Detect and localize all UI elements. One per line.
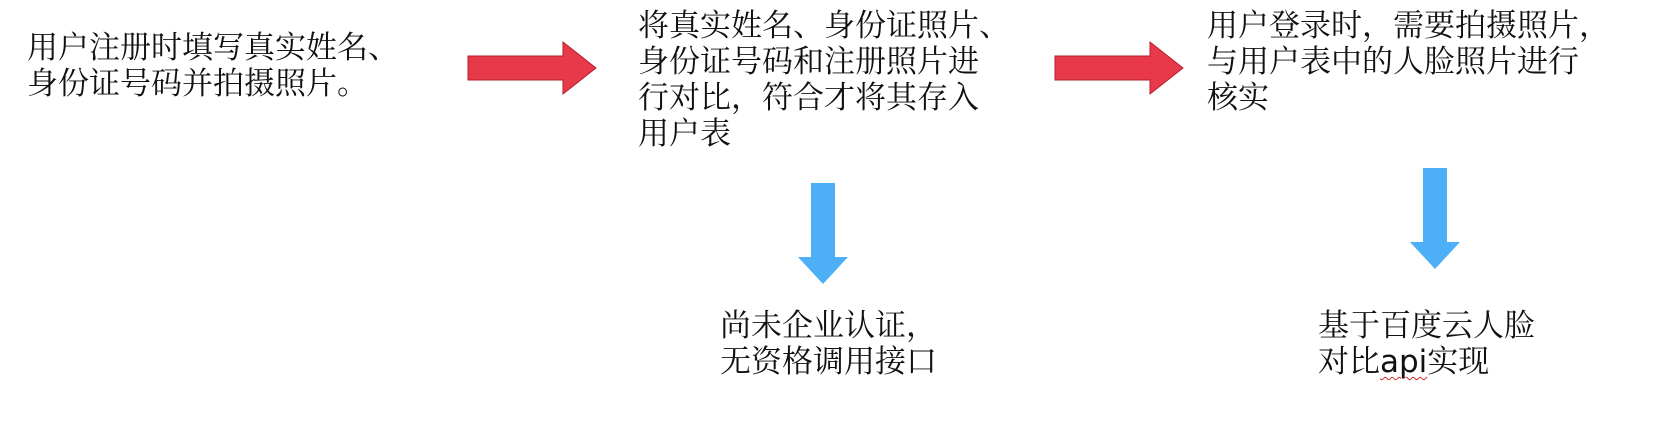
step-2-line-3: 行对比，符合才将其存入	[638, 80, 979, 116]
step-1-line-1: 用户注册时填写真实姓名、	[27, 30, 399, 66]
step-1-line-2: 身份证号码并拍摄照片。	[27, 66, 368, 102]
note-2-line-2	[1318, 344, 1535, 380]
note-1-text	[720, 308, 937, 380]
step-3-text	[1207, 8, 1610, 116]
arrow-down-icon	[1409, 168, 1461, 270]
arrow-right-icon	[1055, 40, 1185, 96]
note-2-line-2-suffix: 实现	[1427, 344, 1490, 380]
arrow-down-shape	[798, 183, 848, 284]
arrow-right-shape	[468, 42, 596, 94]
arrow-right-shape	[1055, 42, 1183, 94]
note-2-line-1: 基于百度云人脸	[1318, 308, 1535, 344]
api-text-spellcheck: api	[1380, 344, 1428, 380]
arrow-down-icon	[797, 183, 849, 285]
step-3-line-1: 用户登录时，需要拍摄照片，	[1207, 8, 1610, 44]
arrow-right-icon	[468, 40, 598, 96]
step-3-line-3: 核实	[1207, 80, 1269, 116]
step-1-text	[27, 30, 399, 102]
step-3-line-2: 与用户表中的人脸照片进行	[1207, 44, 1579, 80]
step-2-line-1: 将真实姓名、身份证照片、	[638, 8, 1010, 44]
step-2-line-2: 身份证号码和注册照片进	[638, 44, 979, 80]
step-2-line-4: 用户表	[638, 116, 731, 152]
step-2-text	[638, 8, 1010, 152]
note-1-line-1: 尚未企业认证，	[720, 308, 937, 344]
note-2-text	[1318, 308, 1535, 380]
note-1-line-2: 无资格调用接口	[720, 344, 937, 380]
arrow-down-shape	[1410, 168, 1460, 269]
note-2-line-2-prefix: 对比	[1318, 344, 1380, 380]
